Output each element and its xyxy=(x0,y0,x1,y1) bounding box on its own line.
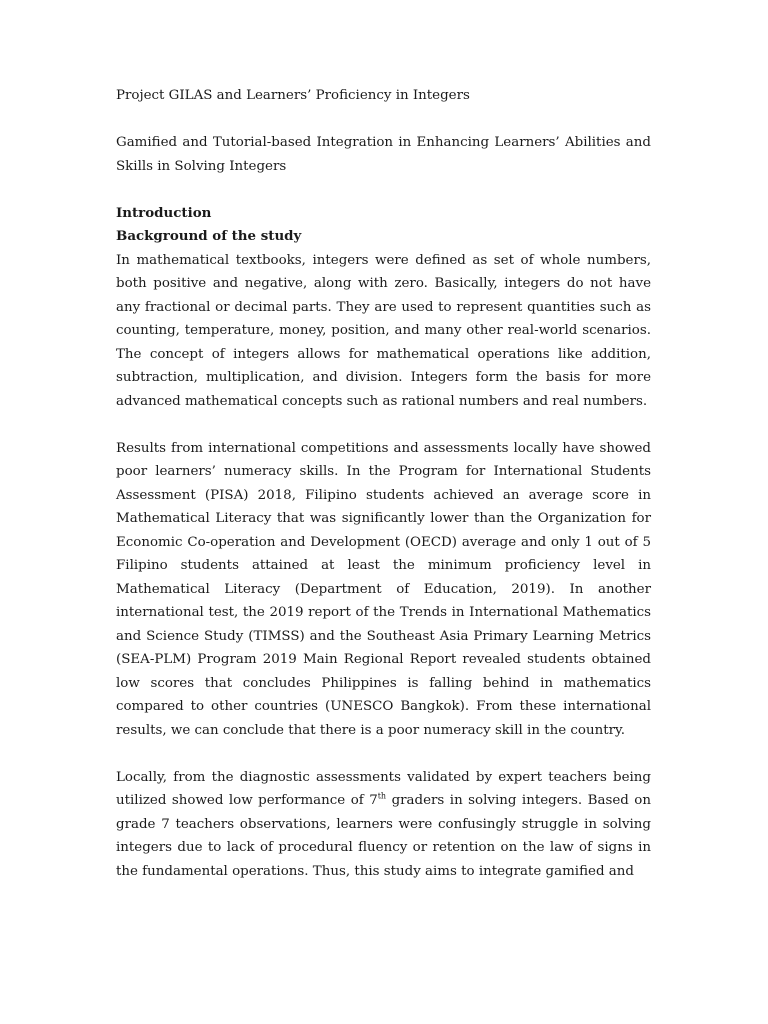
document-page xyxy=(116,84,651,883)
document-title: Project GILAS and Learners’ Proficiency in Integers xyxy=(116,88,470,103)
paragraph-local-assessment-text-1: Locally, from the diagnostic assessments validated by expert teachers being utilized showed low performance of 7 xyxy=(116,769,651,808)
paragraph-local-assessment xyxy=(116,766,651,884)
subsection-heading: Background of the study xyxy=(116,228,302,244)
ordinal-suffix: th xyxy=(377,791,387,801)
document-subtitle: Gamified and Tutorial-based Integration in Enhancing Learners’ Abilities and Skills in Solving Integers xyxy=(116,135,651,174)
paragraph-integers-definition: In mathematical textbooks, integers were defined as set of whole numbers, both positive and negative, along with zero. Basically, integers do not have any fractional or decimal parts. They are used to represent quantities such as counting, temperature, money, position, and many other real-world scenarios. The concept of integers allows for mathematical operations like addition, subtraction, multiplication, and division. Integers form the basis for more advanced mathematical concepts such as rational numbers and real numbers. xyxy=(116,252,651,409)
section-heading: Introduction xyxy=(116,204,212,221)
paragraph-international-results: Results from international competitions and assessments locally have showed poor learners’ numeracy skills. In the Program for International Students Assessment (PISA) 2018, Filipino students achieved an average score in Mathematical Literacy that was significantly lower than the Organization for Economic Co-operation and Development (OECD) average and only 1 out of 5 Filipino students attained at least the minimum proficiency level in Mathematical Literacy (Department of Education, 2019). In another international test, the 2019 report of the Trends in International Mathematics and Science Study (TIMSS) and the Southeast Asia Primary Learning Metrics (SEA-PLM) Program 2019 Main Regional Report revealed students obtained low scores that concludes Philippines is falling behind in mathematics compared to other countries (UNESCO Bangkok). From these international results, we can conclude that there is a poor numeracy skill in the country. xyxy=(116,440,651,738)
paragraph-local-assessment-text-2: graders in solving integers. Based on grade 7 teachers observations, learners were confusingly struggle in solving integers due to lack of procedural fluency or retention on the law of signs in the fundamental operations. Thus, this study aims to integrate gamified and xyxy=(116,793,651,879)
